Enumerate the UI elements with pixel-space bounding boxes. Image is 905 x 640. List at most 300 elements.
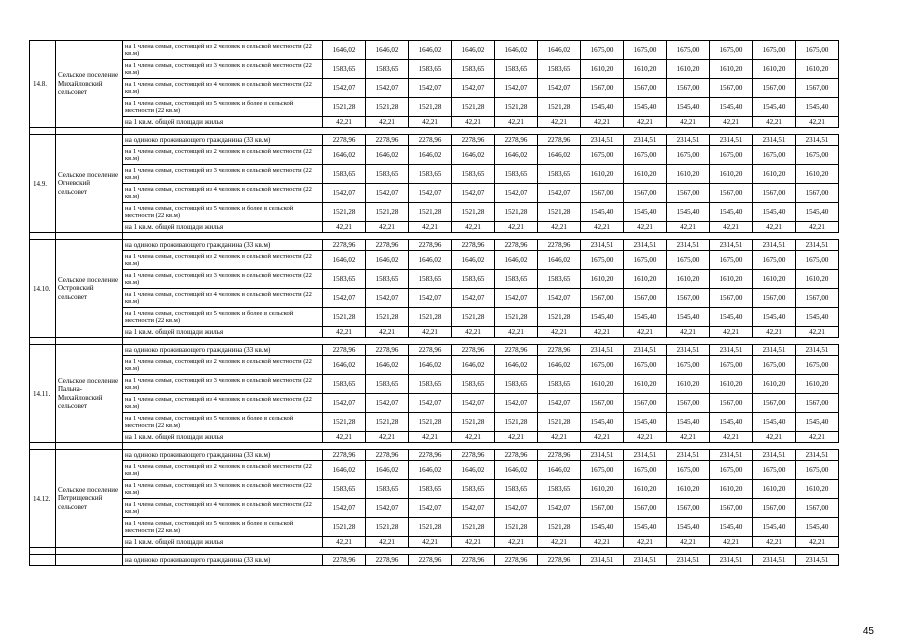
value-cell: 42,21 — [495, 537, 538, 548]
value-cell: 1610,20 — [796, 480, 839, 499]
value-cell: 1542,07 — [323, 499, 366, 518]
table-row — [30, 79, 839, 98]
table-row — [30, 240, 839, 251]
row-label: на 1 члена семьи, состоящей из 2 человек в сельской местности (22 кв.м) — [123, 146, 323, 165]
value-cell: 1675,00 — [581, 146, 624, 165]
value-cell: 1646,02 — [323, 146, 366, 165]
row-label: на 1 члена семьи, состоящей из 5 человек и более в сельской местности (22 кв.м) — [123, 203, 323, 222]
table-row — [30, 251, 839, 270]
value-cell: 2314,51 — [753, 450, 796, 461]
value-cell: 1583,65 — [452, 270, 495, 289]
value-cell: 1567,00 — [581, 289, 624, 308]
value-cell: 2278,96 — [452, 555, 495, 566]
value-cell: 1675,00 — [667, 41, 710, 60]
table-row — [30, 98, 839, 117]
value-cell: 1542,07 — [538, 499, 581, 518]
row-label: на 1 члена семьи, состоящей из 3 человек в сельской местности (22 кв.м) — [123, 270, 323, 289]
table-row — [30, 461, 839, 480]
value-cell: 42,21 — [796, 432, 839, 443]
value-cell: 1583,65 — [366, 375, 409, 394]
value-cell: 1646,02 — [538, 356, 581, 375]
value-cell: 42,21 — [366, 432, 409, 443]
row-label: на 1 члена семьи, состоящей из 5 человек и более в сельской местности (22 кв.м) — [123, 98, 323, 117]
table-row — [30, 555, 839, 566]
value-cell: 1545,40 — [624, 308, 667, 327]
value-cell: 42,21 — [710, 432, 753, 443]
value-cell: 1610,20 — [710, 375, 753, 394]
value-cell: 1521,28 — [409, 98, 452, 117]
row-label: на 1 кв.м. общей площади жилья — [123, 537, 323, 548]
section-number: 14.12. — [30, 450, 56, 548]
value-cell: 1610,20 — [624, 375, 667, 394]
value-cell: 1646,02 — [366, 251, 409, 270]
value-cell: 1610,20 — [796, 375, 839, 394]
table-row — [30, 203, 839, 222]
value-cell: 1545,40 — [753, 98, 796, 117]
value-cell: 1567,00 — [753, 394, 796, 413]
section-spacer — [30, 443, 839, 450]
table-row — [30, 450, 839, 461]
value-cell: 2314,51 — [667, 345, 710, 356]
value-cell: 1646,02 — [323, 251, 366, 270]
row-label: на 1 кв.м. общей площади жилья — [123, 222, 323, 233]
row-label: на 1 члена семьи, состоящей из 5 человек и более в сельской местности (22 кв.м) — [123, 413, 323, 432]
value-cell: 1521,28 — [409, 518, 452, 537]
value-cell: 1646,02 — [366, 146, 409, 165]
settlement-name: Сельское поселение Михайловский сельсовет — [56, 41, 123, 128]
value-cell: 1542,07 — [366, 499, 409, 518]
value-cell: 1583,65 — [495, 375, 538, 394]
value-cell: 1675,00 — [624, 356, 667, 375]
value-cell: 2314,51 — [624, 240, 667, 251]
row-label: на 1 члена семьи, состоящей из 4 человек в сельской местности (22 кв.м) — [123, 394, 323, 413]
value-cell: 2278,96 — [323, 555, 366, 566]
value-cell: 1567,00 — [624, 79, 667, 98]
value-cell: 1675,00 — [667, 461, 710, 480]
table-row — [30, 480, 839, 499]
value-cell: 2278,96 — [366, 135, 409, 146]
value-cell: 42,21 — [323, 432, 366, 443]
value-cell: 1542,07 — [495, 184, 538, 203]
value-cell: 1545,40 — [753, 203, 796, 222]
value-cell: 42,21 — [495, 222, 538, 233]
row-label: на 1 члена семьи, состоящей из 3 человек в сельской местности (22 кв.м) — [123, 60, 323, 79]
table-row — [30, 270, 839, 289]
value-cell: 1675,00 — [624, 41, 667, 60]
value-cell: 1545,40 — [581, 203, 624, 222]
value-cell: 1583,65 — [538, 375, 581, 394]
value-cell: 2278,96 — [409, 240, 452, 251]
value-cell: 42,21 — [667, 537, 710, 548]
value-cell: 1545,40 — [624, 518, 667, 537]
value-cell: 42,21 — [323, 327, 366, 338]
value-cell: 42,21 — [796, 117, 839, 128]
value-cell: 42,21 — [538, 432, 581, 443]
value-cell: 1583,65 — [323, 270, 366, 289]
value-cell: 1521,28 — [495, 98, 538, 117]
value-cell: 1675,00 — [581, 251, 624, 270]
value-cell: 1610,20 — [581, 375, 624, 394]
value-cell: 1521,28 — [323, 98, 366, 117]
table-row — [30, 499, 839, 518]
value-cell: 1583,65 — [366, 60, 409, 79]
value-cell: 1610,20 — [624, 480, 667, 499]
value-cell: 1583,65 — [452, 60, 495, 79]
value-cell: 1542,07 — [409, 394, 452, 413]
value-cell: 42,21 — [753, 117, 796, 128]
value-cell: 42,21 — [538, 117, 581, 128]
value-cell: 2278,96 — [409, 450, 452, 461]
value-cell: 1646,02 — [452, 461, 495, 480]
value-cell: 2314,51 — [796, 135, 839, 146]
value-cell: 42,21 — [796, 327, 839, 338]
value-cell: 42,21 — [581, 117, 624, 128]
value-cell: 2314,51 — [581, 240, 624, 251]
value-cell: 1545,40 — [624, 203, 667, 222]
value-cell: 1567,00 — [753, 79, 796, 98]
value-cell: 2278,96 — [452, 450, 495, 461]
value-cell: 2314,51 — [624, 450, 667, 461]
value-cell: 1646,02 — [409, 251, 452, 270]
value-cell: 1675,00 — [624, 461, 667, 480]
value-cell: 1646,02 — [366, 41, 409, 60]
value-cell: 1521,28 — [538, 308, 581, 327]
value-cell: 42,21 — [667, 432, 710, 443]
value-cell: 2314,51 — [624, 345, 667, 356]
value-cell: 1567,00 — [624, 184, 667, 203]
value-cell: 2278,96 — [538, 555, 581, 566]
value-cell: 1567,00 — [667, 394, 710, 413]
value-cell: 1521,28 — [452, 308, 495, 327]
settlement-name: Сельское поселение Петрищевский сельсовет — [56, 450, 123, 548]
value-cell: 1521,28 — [366, 203, 409, 222]
value-cell: 1583,65 — [366, 270, 409, 289]
value-cell: 2278,96 — [366, 450, 409, 461]
value-cell: 1583,65 — [495, 480, 538, 499]
value-cell: 1542,07 — [538, 289, 581, 308]
value-cell: 2278,96 — [323, 450, 366, 461]
section-number: 14.11. — [30, 345, 56, 443]
value-cell: 2314,51 — [667, 240, 710, 251]
section-spacer — [30, 128, 839, 135]
value-cell: 1675,00 — [581, 41, 624, 60]
value-cell: 2314,51 — [581, 450, 624, 461]
value-cell: 2278,96 — [366, 555, 409, 566]
row-label: на 1 кв.м. общей площади жилья — [123, 432, 323, 443]
value-cell: 1542,07 — [366, 184, 409, 203]
value-cell: 1542,07 — [366, 289, 409, 308]
value-cell: 42,21 — [323, 537, 366, 548]
value-cell: 1545,40 — [796, 98, 839, 117]
row-label: на одиноко проживающего гражданина (33 кв.м) — [123, 345, 323, 356]
value-cell: 1675,00 — [710, 461, 753, 480]
value-cell: 1542,07 — [366, 79, 409, 98]
value-cell: 1545,40 — [796, 203, 839, 222]
value-cell: 1646,02 — [495, 461, 538, 480]
value-cell: 1646,02 — [538, 41, 581, 60]
value-cell: 1545,40 — [753, 518, 796, 537]
value-cell: 1646,02 — [495, 251, 538, 270]
table-row — [30, 135, 839, 146]
value-cell: 1583,65 — [323, 480, 366, 499]
value-cell: 1610,20 — [667, 375, 710, 394]
value-cell: 1545,40 — [753, 308, 796, 327]
value-cell: 1567,00 — [581, 394, 624, 413]
value-cell: 1610,20 — [710, 165, 753, 184]
row-label: на 1 члена семьи, состоящей из 3 человек в сельской местности (22 кв.м) — [123, 480, 323, 499]
value-cell: 1610,20 — [581, 270, 624, 289]
value-cell: 1567,00 — [624, 499, 667, 518]
row-label: на 1 кв.м. общей площади жилья — [123, 117, 323, 128]
value-cell: 1583,65 — [452, 375, 495, 394]
value-cell: 1583,65 — [538, 480, 581, 499]
value-cell: 1675,00 — [753, 461, 796, 480]
value-cell: 1646,02 — [452, 146, 495, 165]
value-cell: 1646,02 — [323, 356, 366, 375]
value-cell: 1545,40 — [710, 518, 753, 537]
table-row — [30, 327, 839, 338]
value-cell: 1610,20 — [710, 270, 753, 289]
value-cell: 1610,20 — [753, 375, 796, 394]
value-cell: 1542,07 — [409, 79, 452, 98]
table-row — [30, 537, 839, 548]
value-cell: 42,21 — [452, 537, 495, 548]
value-cell: 1521,28 — [323, 413, 366, 432]
value-cell: 1567,00 — [667, 79, 710, 98]
value-cell: 42,21 — [624, 537, 667, 548]
table-row — [30, 356, 839, 375]
table-row — [30, 375, 839, 394]
value-cell: 1583,65 — [409, 480, 452, 499]
value-cell: 1583,65 — [323, 60, 366, 79]
value-cell: 2278,96 — [495, 240, 538, 251]
value-cell: 1545,40 — [710, 308, 753, 327]
value-cell: 42,21 — [452, 117, 495, 128]
value-cell: 1610,20 — [624, 60, 667, 79]
value-cell: 1646,02 — [452, 41, 495, 60]
value-cell: 1567,00 — [667, 184, 710, 203]
row-label: на 1 члена семьи, состоящей из 2 человек в сельской местности (22 кв.м) — [123, 41, 323, 60]
value-cell: 1646,02 — [538, 461, 581, 480]
value-cell: 1675,00 — [796, 41, 839, 60]
value-cell: 42,21 — [624, 327, 667, 338]
value-cell: 2314,51 — [581, 345, 624, 356]
value-cell: 1675,00 — [753, 146, 796, 165]
value-cell: 2314,51 — [710, 240, 753, 251]
value-cell: 1545,40 — [667, 518, 710, 537]
value-cell: 1521,28 — [366, 308, 409, 327]
value-cell: 42,21 — [323, 117, 366, 128]
value-cell: 1675,00 — [667, 146, 710, 165]
value-cell: 1567,00 — [753, 289, 796, 308]
settlement-name: Сельское поселение Пальна-Михайловский сельсовет — [56, 345, 123, 443]
value-cell: 42,21 — [495, 117, 538, 128]
row-label: на одиноко проживающего гражданина (33 кв.м) — [123, 450, 323, 461]
value-cell: 1583,65 — [409, 270, 452, 289]
value-cell: 1567,00 — [710, 394, 753, 413]
value-cell: 1610,20 — [581, 60, 624, 79]
value-cell: 2278,96 — [538, 135, 581, 146]
value-cell: 1583,65 — [538, 270, 581, 289]
value-cell: 1610,20 — [581, 165, 624, 184]
value-cell: 1567,00 — [581, 184, 624, 203]
value-cell: 1610,20 — [753, 60, 796, 79]
value-cell: 1583,65 — [538, 165, 581, 184]
value-cell: 1542,07 — [409, 289, 452, 308]
value-cell: 42,21 — [323, 222, 366, 233]
value-cell: 1567,00 — [667, 499, 710, 518]
value-cell: 1610,20 — [624, 270, 667, 289]
value-cell: 2314,51 — [581, 135, 624, 146]
value-cell: 1610,20 — [753, 270, 796, 289]
value-cell: 1521,28 — [538, 518, 581, 537]
value-cell: 1567,00 — [581, 499, 624, 518]
value-cell: 1545,40 — [581, 308, 624, 327]
value-cell: 42,21 — [495, 327, 538, 338]
value-cell: 1545,40 — [710, 98, 753, 117]
value-cell: 2278,96 — [495, 450, 538, 461]
value-cell: 42,21 — [366, 222, 409, 233]
table-row — [30, 394, 839, 413]
table-row — [30, 165, 839, 184]
value-cell: 1542,07 — [495, 79, 538, 98]
value-cell: 42,21 — [667, 327, 710, 338]
value-cell: 2278,96 — [409, 135, 452, 146]
row-label: на 1 члена семьи, состоящей из 4 человек в сельской местности (22 кв.м) — [123, 289, 323, 308]
value-cell: 2278,96 — [323, 240, 366, 251]
value-cell: 1675,00 — [624, 251, 667, 270]
value-cell: 2278,96 — [538, 450, 581, 461]
value-cell: 1646,02 — [409, 461, 452, 480]
value-cell: 1675,00 — [753, 251, 796, 270]
value-cell: 42,21 — [796, 222, 839, 233]
value-cell: 1542,07 — [323, 289, 366, 308]
value-cell: 1610,20 — [667, 480, 710, 499]
value-cell: 1646,02 — [452, 251, 495, 270]
value-cell: 1545,40 — [667, 413, 710, 432]
value-cell: 1545,40 — [796, 413, 839, 432]
value-cell: 2314,51 — [710, 135, 753, 146]
value-cell: 42,21 — [753, 222, 796, 233]
value-cell: 1675,00 — [667, 251, 710, 270]
page-number: 45 — [862, 626, 874, 637]
row-label: на одиноко проживающего гражданина (33 кв.м) — [123, 135, 323, 146]
value-cell: 1610,20 — [667, 165, 710, 184]
value-cell: 2314,51 — [796, 450, 839, 461]
value-cell: 1646,02 — [366, 461, 409, 480]
value-cell: 42,21 — [538, 537, 581, 548]
table-row — [30, 289, 839, 308]
settlement-name — [56, 555, 123, 566]
table-row — [30, 184, 839, 203]
value-cell: 1542,07 — [495, 499, 538, 518]
value-cell: 1567,00 — [796, 184, 839, 203]
value-cell: 1545,40 — [667, 203, 710, 222]
value-cell: 1521,28 — [409, 308, 452, 327]
value-cell: 1610,20 — [796, 165, 839, 184]
value-cell: 1542,07 — [538, 184, 581, 203]
value-cell: 1521,28 — [409, 203, 452, 222]
value-cell: 1675,00 — [581, 356, 624, 375]
value-cell: 1610,20 — [710, 60, 753, 79]
settlement-name: Сельское поселение Островский сельсовет — [56, 240, 123, 338]
value-cell: 1567,00 — [710, 79, 753, 98]
row-label: на 1 члена семьи, состоящей из 2 человек в сельской местности (22 кв.м) — [123, 461, 323, 480]
table-row — [30, 432, 839, 443]
value-cell: 1646,02 — [409, 356, 452, 375]
value-cell: 42,21 — [624, 222, 667, 233]
value-cell: 2278,96 — [366, 345, 409, 356]
value-cell: 1545,40 — [667, 98, 710, 117]
section-number: 14.9. — [30, 135, 56, 233]
value-cell: 1545,40 — [667, 308, 710, 327]
value-cell: 2278,96 — [495, 555, 538, 566]
value-cell: 1545,40 — [581, 98, 624, 117]
value-cell: 1521,28 — [495, 518, 538, 537]
value-cell: 1542,07 — [323, 394, 366, 413]
table-row — [30, 41, 839, 60]
value-cell: 1583,65 — [366, 480, 409, 499]
value-cell: 1567,00 — [710, 289, 753, 308]
table-row — [30, 60, 839, 79]
value-cell: 2314,51 — [753, 345, 796, 356]
row-label: на 1 кв.м. общей площади жилья — [123, 327, 323, 338]
table-row — [30, 117, 839, 128]
value-cell: 42,21 — [581, 327, 624, 338]
value-cell: 1675,00 — [710, 251, 753, 270]
value-cell: 1610,20 — [796, 270, 839, 289]
value-cell: 42,21 — [366, 537, 409, 548]
settlement-name: Сельское поселение Огневский сельсовет — [56, 135, 123, 233]
value-cell: 2314,51 — [710, 450, 753, 461]
value-cell: 1542,07 — [323, 79, 366, 98]
value-cell: 1675,00 — [796, 356, 839, 375]
value-cell: 1675,00 — [710, 146, 753, 165]
value-cell: 1542,07 — [409, 184, 452, 203]
value-cell: 1567,00 — [667, 289, 710, 308]
value-cell: 42,21 — [581, 537, 624, 548]
section-number — [30, 555, 56, 566]
value-cell: 1583,65 — [366, 165, 409, 184]
row-label: на 1 члена семьи, состоящей из 4 человек в сельской местности (22 кв.м) — [123, 79, 323, 98]
value-cell: 1542,07 — [452, 79, 495, 98]
value-cell: 42,21 — [710, 537, 753, 548]
value-cell: 1610,20 — [667, 60, 710, 79]
section-number: 14.8. — [30, 41, 56, 128]
value-cell: 2278,96 — [452, 240, 495, 251]
table-row — [30, 146, 839, 165]
value-cell: 1567,00 — [796, 79, 839, 98]
value-cell: 1610,20 — [581, 480, 624, 499]
value-cell: 2278,96 — [452, 345, 495, 356]
value-cell: 1610,20 — [796, 60, 839, 79]
value-cell: 1675,00 — [796, 461, 839, 480]
value-cell: 42,21 — [796, 537, 839, 548]
row-label: на 1 члена семьи, состоящей из 5 человек и более в сельской местности (22 кв.м) — [123, 308, 323, 327]
value-cell: 1583,65 — [538, 60, 581, 79]
value-cell: 1583,65 — [495, 60, 538, 79]
value-cell: 1583,65 — [323, 165, 366, 184]
value-cell: 2278,96 — [366, 240, 409, 251]
value-cell: 1521,28 — [495, 203, 538, 222]
value-cell: 2278,96 — [452, 135, 495, 146]
value-cell: 1545,40 — [796, 308, 839, 327]
value-cell: 1583,65 — [452, 165, 495, 184]
value-cell: 42,21 — [710, 117, 753, 128]
value-cell: 1521,28 — [452, 98, 495, 117]
row-label: на 1 члена семьи, состоящей из 3 человек в сельской местности (22 кв.м) — [123, 165, 323, 184]
value-cell: 1583,65 — [409, 60, 452, 79]
